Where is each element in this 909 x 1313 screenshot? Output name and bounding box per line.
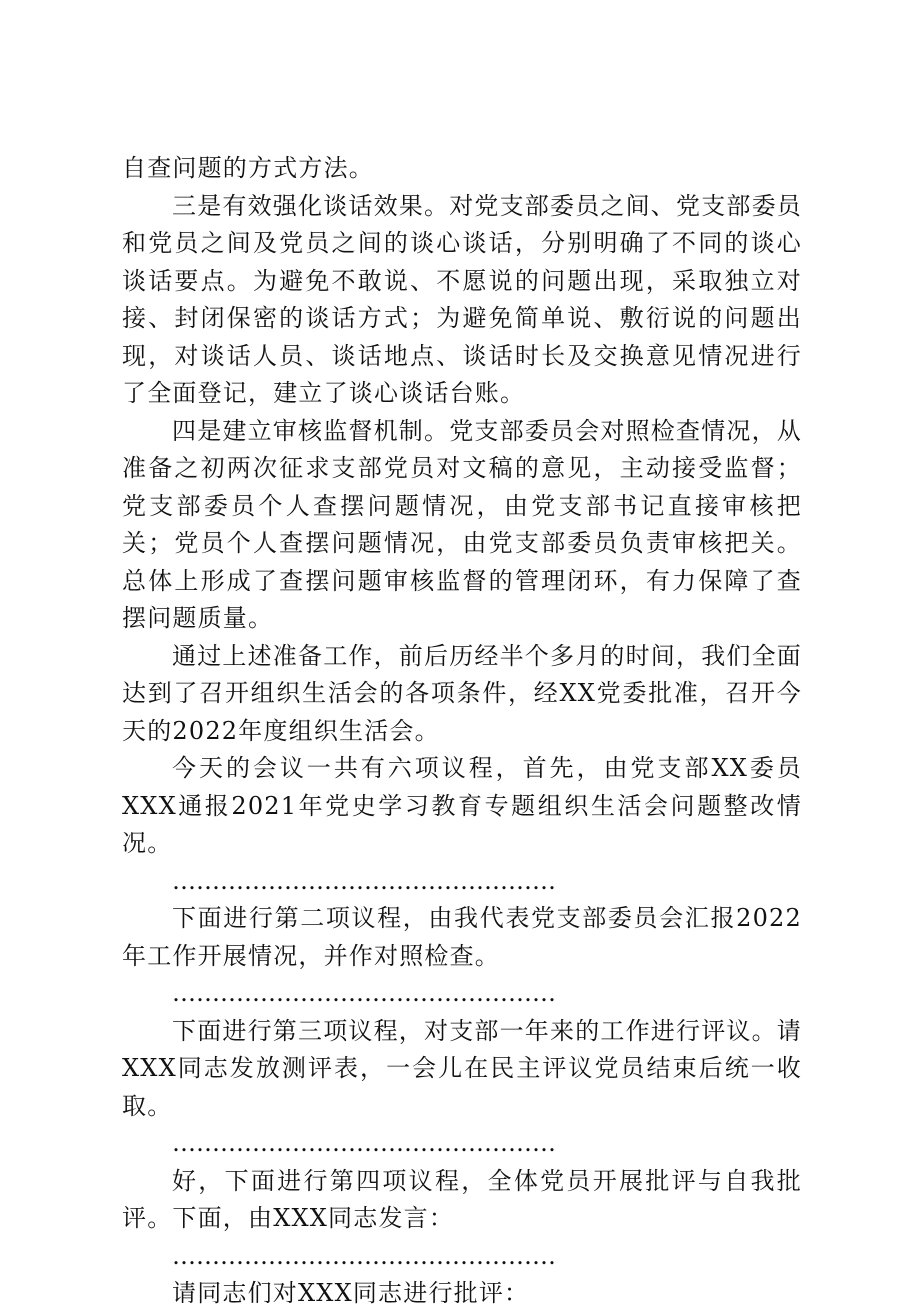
ellipsis-separator: ………………………………………… [172, 1241, 556, 1270]
paragraph-method-ending: 自查问题的方式方法。 [122, 154, 374, 182]
document-body [122, 150, 802, 1313]
ellipsis-separator: ………………………………………… [172, 866, 556, 895]
paragraph-agenda-intro: 今天的会议一共有六项议程，首先，由党支部XX委员XXX通报2021年党史学习教育专题组织生活会问题整改情况。 [122, 754, 802, 857]
paragraph-agenda-item-two: 下面进行第二项议程，由我代表党支部委员会汇报2022年工作开展情况，并作对照检查。 [122, 904, 802, 970]
paragraph-criticism-request: 请同志们对XXX同志进行批评： [172, 1279, 530, 1307]
ellipsis-separator: ………………………………………… [172, 1129, 556, 1157]
paragraph-preparation-summary: 通过上述准备工作，前后历经半个多月的时间，我们全面达到了召开组织生活会的各项条件，经XX党委批准，召开今天的2022年度组织生活会。 [122, 641, 802, 745]
ellipsis-separator: ………………………………………… [172, 979, 556, 1007]
paragraph-agenda-item-four: 好，下面进行第四项议程，全体党员开展批评与自我批评。下面，由XXX同志发言： [122, 1166, 802, 1232]
paragraph-review-mechanism: 四是建立审核监督机制。党支部委员会对照检查情况，从准备之初两次征求支部党员对文稿的意见，主动接受监督；党支部委员个人查摆问题情况，由党支部书记直接审核把关；党员个人查摆问题情况，由党支部委员负责审核把关。总体上形成了查摆问题审核监督的管理闭环，有力保障了查摆问题质量。 [122, 416, 802, 632]
paragraph-talk-effect: 三是有效强化谈话效果。对党支部委员之间、党支部委员和党员之间及党员之间的谈心谈话，分别明确了不同的谈心谈话要点。为避免不敢说、不愿说的问题出现，采取独立对接、封闭保密的谈话方式；为避免简单说、敷衍说的问题出现，对谈话人员、谈话地点、谈话时长及交换意见情况进行了全面登记，建立了谈心谈话台账。 [122, 191, 802, 407]
paragraph-agenda-item-three: 下面进行第三项议程，对支部一年来的工作进行评议。请XXX同志发放测评表，一会儿在民主评议党员结束后统一收取。 [122, 1016, 802, 1120]
